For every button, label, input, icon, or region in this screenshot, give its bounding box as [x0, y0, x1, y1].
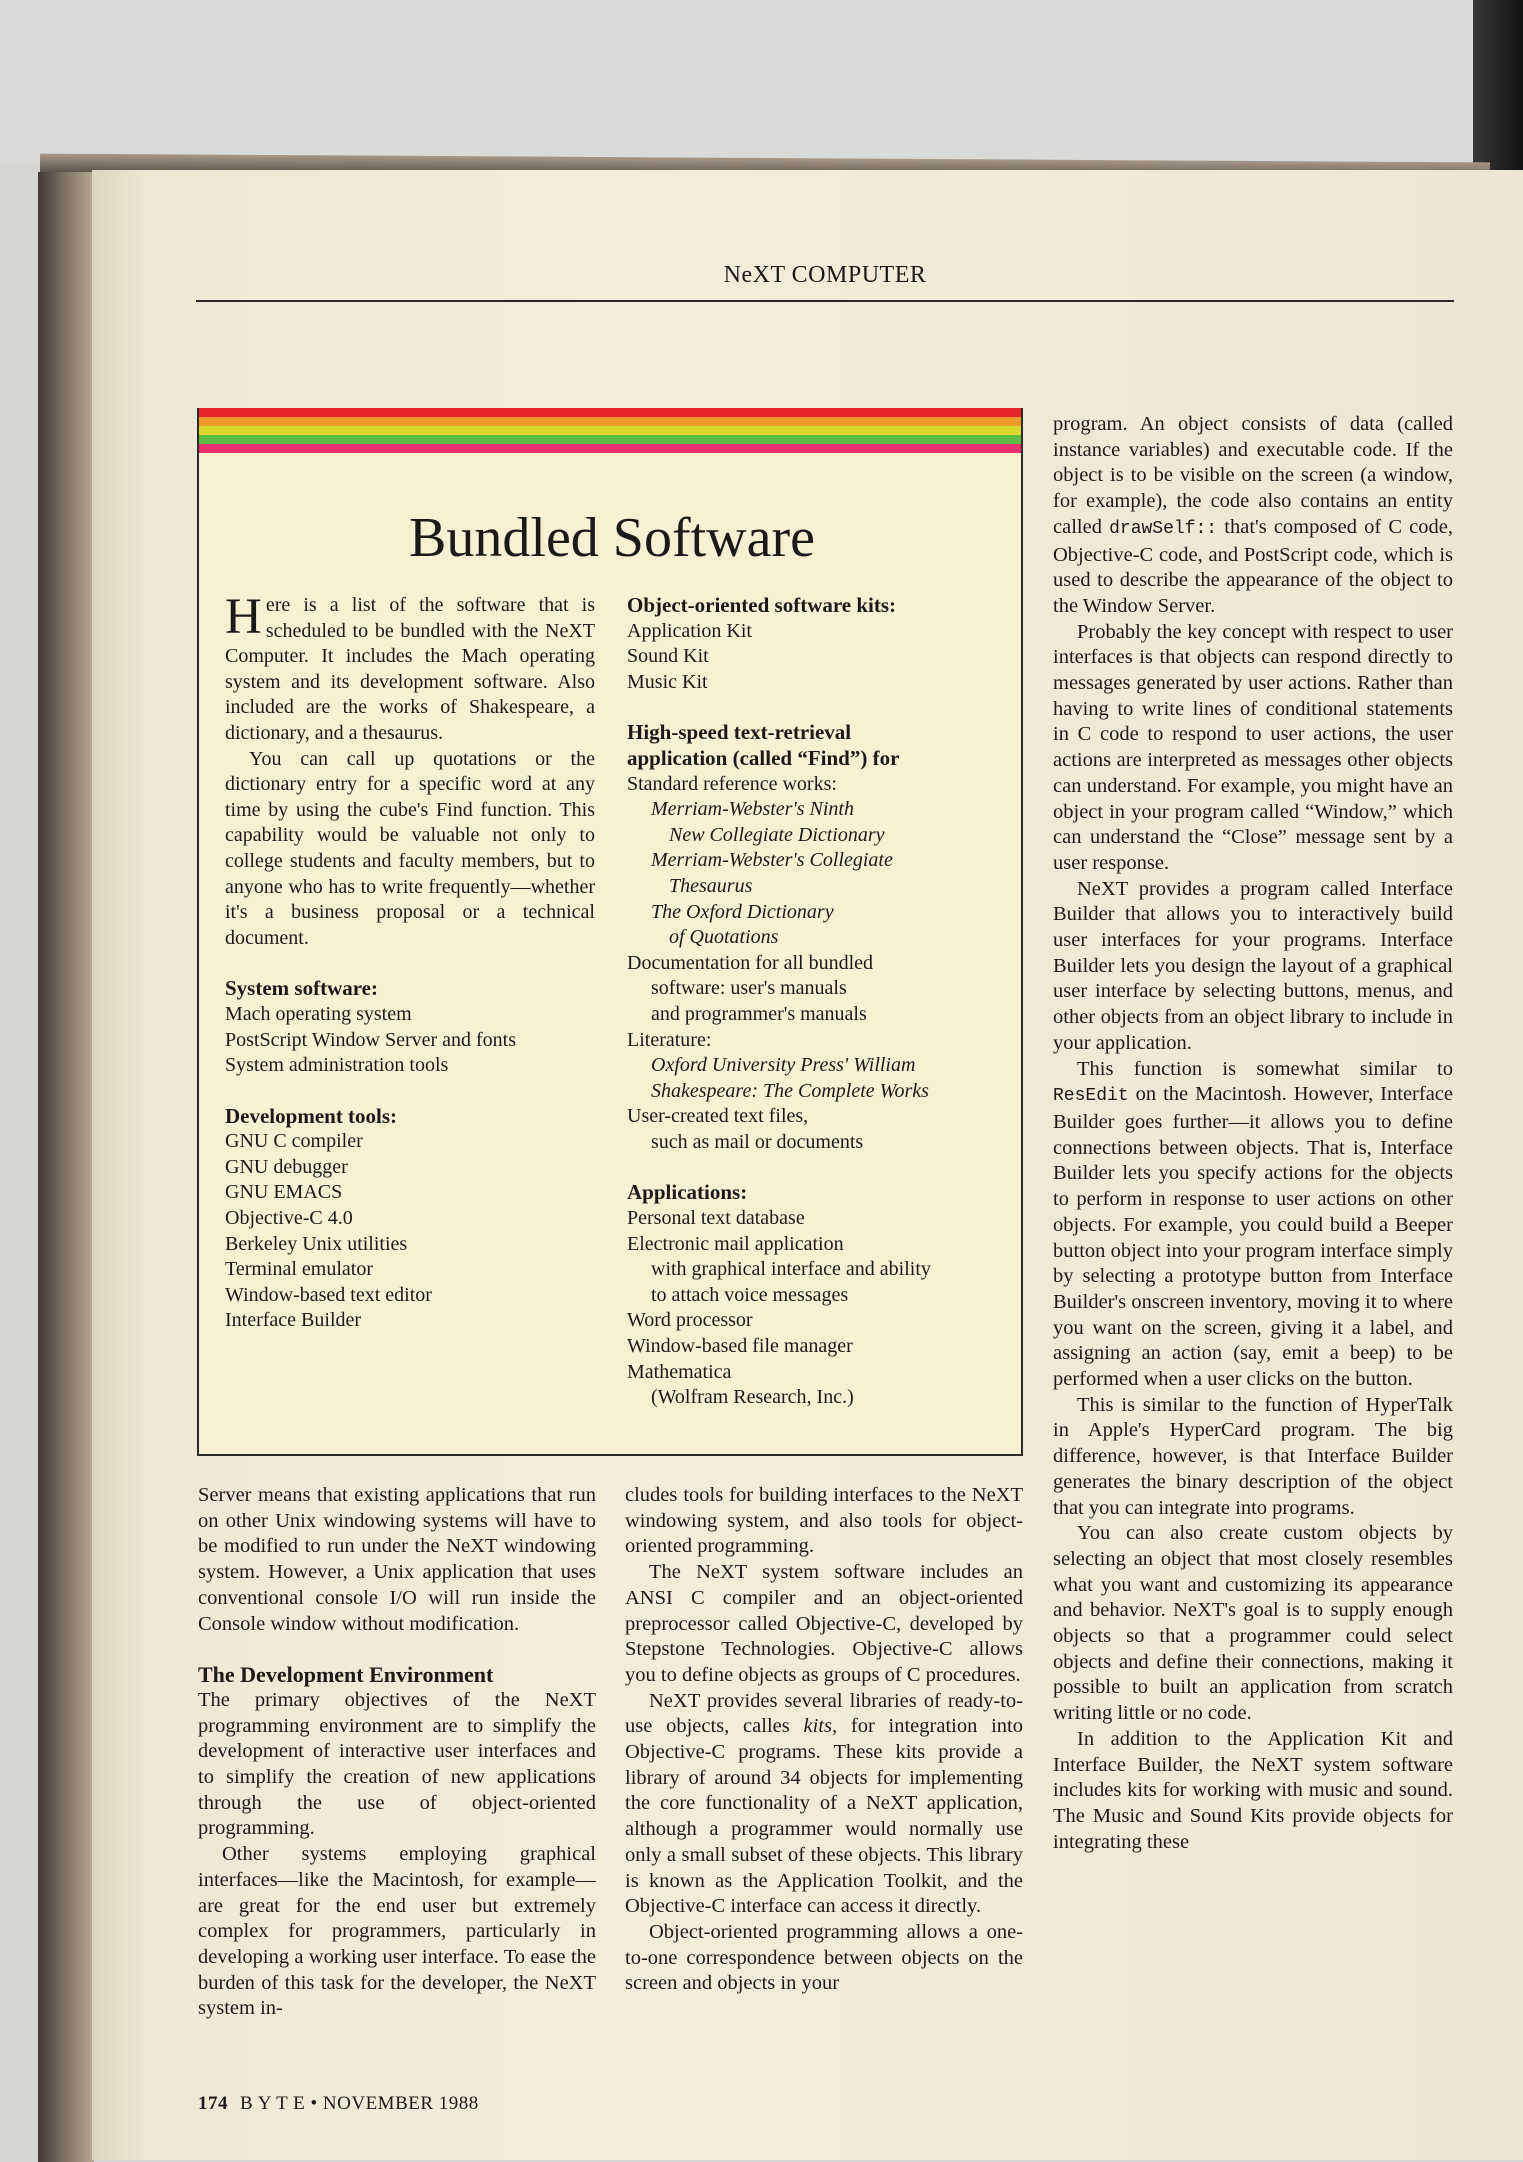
book-spine	[38, 172, 94, 2162]
code-term: drawSelf::	[1109, 518, 1218, 539]
list-item: (Wolfram Research, Inc.)	[651, 1386, 854, 1409]
list-item: User-created text files,	[627, 1105, 809, 1128]
list-item: Application Kit	[627, 619, 752, 642]
sidebar-left-column	[225, 589, 595, 1334]
list-item: Sound Kit	[627, 645, 709, 668]
list-item: software: user's manuals	[651, 977, 847, 1000]
list-item: New Collegiate Dictionary	[669, 823, 885, 846]
drop-cap: H	[225, 589, 262, 645]
list-item: such as mail or documents	[651, 1130, 864, 1153]
software-kits-heading: Object-oriented software kits:	[627, 593, 897, 617]
paragraph	[625, 1689, 1023, 1920]
list-item: Berkeley Unix utilities	[225, 1232, 408, 1255]
applications-list	[627, 1206, 1007, 1411]
stripe	[199, 417, 1021, 426]
list-item: of Quotations	[669, 926, 779, 949]
stripe	[199, 408, 1021, 417]
magazine-issue: B Y T E • NOVEMBER 1988	[240, 2093, 479, 2114]
paragraph	[1053, 412, 1453, 620]
stripe	[199, 426, 1021, 435]
intro-text: ere is a list of the software that is scheduled to be bundled with the NeXT Computer. It includes the Mach operating system and its development software. Also included are the works of Shakespeare, a dictionary, and a thesaurus.	[225, 594, 595, 744]
body-column-3	[1053, 412, 1453, 1855]
list-item: Standard reference works:	[627, 772, 837, 795]
paragraph: Object-oriented programming allows a one-to-one correspondence between objects on the screen and objects in your	[625, 1920, 1023, 1995]
list-item: GNU EMACS	[225, 1181, 343, 1204]
find-list	[627, 772, 1007, 1156]
stripe	[199, 444, 1021, 453]
body-column-1	[198, 1483, 596, 2022]
list-item: GNU debugger	[225, 1155, 348, 1178]
text-run: on the Macintosh. However, Interface Builder goes further—it allows you to define connections between objects. That is, Interface Builder lets you specify actions for the objects to perform in response to user actions on other objects. For example, you could build a Beeper button object into your program interface simply by selecting a prototype button from Interface Builder's onscreen inventory, moving it to where you want on the screen, giving it a label, and assigning an action (say, emit a beep) to be performed when a user clicks on the button.	[1053, 1083, 1453, 1391]
list-item: and programmer's manuals	[651, 1002, 867, 1025]
list-item: Merriam-Webster's Ninth	[651, 798, 854, 821]
rainbow-stripes	[199, 408, 1021, 453]
sidebar-right-column	[627, 593, 1007, 1411]
list-item: Terminal emulator	[225, 1258, 373, 1281]
list-item: Personal text database	[627, 1207, 805, 1230]
system-software-list	[225, 1002, 595, 1079]
body-column-2	[625, 1483, 1023, 1997]
list-item: Documentation for all bundled	[627, 951, 874, 974]
list-item: GNU C compiler	[225, 1130, 363, 1153]
page-number: 174	[198, 2093, 228, 2114]
list-item: Objective-C 4.0	[225, 1207, 353, 1230]
list-item: Thesaurus	[669, 874, 753, 897]
development-tools-list	[225, 1129, 595, 1334]
stripe	[199, 435, 1021, 444]
list-item: Merriam-Webster's Collegiate	[651, 849, 893, 872]
list-item: Literature:	[627, 1028, 712, 1051]
emphasis: kits	[803, 1715, 832, 1738]
find-heading: High-speed text-retrieval	[627, 720, 852, 745]
list-item: Electronic mail application	[627, 1232, 844, 1255]
paragraph: cludes tools for building interfaces to the NeXT windowing system, and also tools for object-oriented programming.	[625, 1484, 1023, 1558]
list-item: with graphical interface and ability	[651, 1258, 931, 1281]
sidebar-intro	[225, 589, 595, 747]
list-item: Interface Builder	[225, 1309, 362, 1332]
paragraph: Other systems employing graphical interfaces—like the Macintosh, for example—are great for the end user but extremely complex for programmers, particularly in developing a working user interface. To ease the burden of this task for the developer, the NeXT system in-	[198, 1843, 596, 2020]
list-item: Word processor	[627, 1309, 753, 1332]
list-item: Mach operating system	[225, 1002, 412, 1025]
development-tools-heading: Development tools:	[225, 1103, 398, 1128]
paragraph: Server means that existing applications that run on other Unix windowing systems will have to be modified to run under the NeXT windowing system. However, a Unix application that uses conventional console I/O will run inside the Console window without modification.	[198, 1484, 596, 1635]
paragraph: Probably the key concept with respect to user interfaces is that objects can respond directly to messages generated by user actions. Rather than having to write lines of conditional statements in C code to respond to user actions, the user actions are interpreted as messages other objects can understand. For example, you might have an object in your program called “Window,” which can understand the “Close” message sent by a user response.	[1053, 620, 1453, 874]
paragraph: You can also create custom objects by selecting an object that most closely resembles what you want and customizing its appearance and behavior. NeXT's goal is to supply enough objects so that a programmer could select objects and define their connections, making it possible to built an application from scratch writing little or no code.	[1053, 1522, 1453, 1725]
list-item: Mathematica	[627, 1360, 732, 1383]
list-item: System administration tools	[225, 1054, 449, 1077]
text-run: NeXT provides several libraries of ready-to-use objects, calles	[625, 1689, 1023, 1738]
desk-background	[0, 0, 1523, 165]
text-run: that's composed of C code, Objective-C code, and PostScript code, which is used to describe the appearance of the object to the Window Server.	[1053, 515, 1453, 617]
sidebar-intro-p2: You can call up quotations or the dictionary entry for a specific word at any time by using the cube's Find function. This capability would be valuable not only to college students and faculty members, but to anyone who has to write frequently—whether it's a business proposal or a technical document.	[225, 747, 595, 949]
system-software-heading: System software:	[225, 976, 378, 1001]
software-kits-list	[627, 619, 1007, 696]
paragraph	[1053, 1057, 1453, 1393]
paragraph: This is similar to the function of HyperTalk in Apple's HyperCard program. The big difference, however, is that Interface Builder generates the binary description of the object that you can integrate into programs.	[1053, 1393, 1453, 1519]
list-item: Window-based file manager	[627, 1335, 853, 1358]
bundled-software-sidebar	[197, 408, 1023, 1456]
text-run: This function is somewhat similar to	[1077, 1057, 1453, 1080]
sidebar-title: Bundled Software	[409, 507, 815, 569]
applications-heading: Applications:	[627, 1180, 748, 1205]
list-item: The Oxford Dictionary	[651, 900, 834, 923]
paragraph: The primary objectives of the NeXT programming environment are to simplify the development of interactive user interfaces and to simplify the creation of new applications through the use of object-oriented programming.	[198, 1688, 596, 1840]
section-heading: The Development Environment	[198, 1662, 494, 1688]
list-item: Shakespeare: The Complete Works	[651, 1079, 929, 1102]
paragraph: In addition to the Application Kit and Interface Builder, the NeXT system software includes kits for working with music and sound. The Music and Sound Kits provide objects for integrating these	[1053, 1727, 1453, 1853]
list-item: to attach voice messages	[651, 1283, 849, 1306]
list-item: Window-based text editor	[225, 1283, 432, 1306]
list-item: Oxford University Press' William	[651, 1054, 916, 1077]
page-footer	[198, 2093, 479, 2115]
text-run: program. An object consists of data (called instance variables) and executable code. If the object is to be visible on the screen (a window, for example), the code also contains an entity called	[1053, 413, 1453, 538]
list-item: PostScript Window Server and fonts	[225, 1028, 517, 1051]
running-head: NeXT COMPUTER	[723, 262, 927, 288]
list-item: Music Kit	[627, 670, 708, 693]
find-heading-line2: application (called “Find”) for	[627, 745, 900, 770]
code-term: ResEdit	[1053, 1086, 1129, 1107]
paragraph: The NeXT system software includes an ANSI C compiler and an object-oriented preprocessor called Objective-C, developed by Stepstone Technologies. Objective-C allows you to define objects as groups of C procedures.	[625, 1561, 1023, 1686]
paragraph: NeXT provides a program called Interface Builder that allows you to interactively build user interfaces for your programs. Interface Builder lets you design the layout of a graphical user interface by selecting buttons, menus, and other objects from an object library to include in your application.	[1053, 877, 1453, 1054]
header-rule	[196, 300, 1454, 302]
text-run: , for integration into Objective-C programs. These kits provide a library of around 34 objects for implementing the core functionality of a NeXT application, although a programmer would normally use only a small subset of these objects. This library is known as the Application Toolkit, and the Objective-C interface can access it directly.	[625, 1715, 1023, 1918]
